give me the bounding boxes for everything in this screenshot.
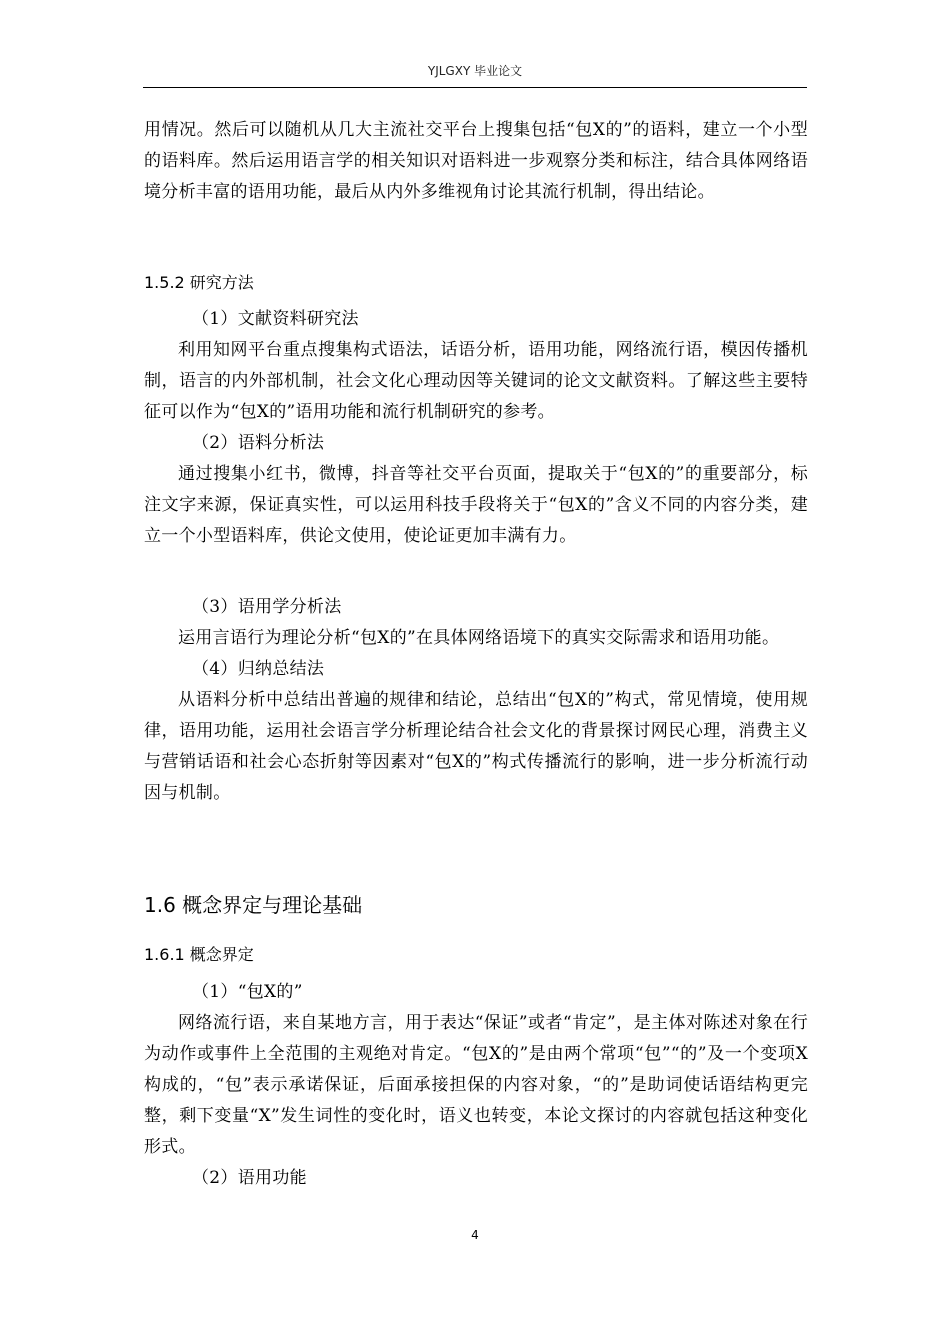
concept-2-label: （2）语用功能 bbox=[192, 1168, 307, 1188]
method-2-text: 通过搜集小红书，微博，抖音等社交平台页面，提取关于“包X的”的重要部分，标注文字来源，保证真实性，可以运用科技手段将关于“包X的”含义不同的内容分类，建立一个小型语料库，供论文使用，使论证更加丰满有力。 bbox=[144, 464, 808, 546]
methods-block bbox=[144, 304, 808, 552]
method-4-text: 从语料分析中总结出普遍的规律和结论，总结出“包X的”构式，常见情境，使用规律，语用功能，运用社会语言学分析理论结合社会文化的背景探讨网民心理，消费主义与营销话语和社会心态折射等因素对“包X的”构式传播流行的影响，进一步分析流行动因与机制。 bbox=[144, 690, 808, 803]
concepts-block bbox=[144, 977, 808, 1194]
running-header: YJLGXY 毕业论文 bbox=[427, 64, 523, 78]
method-1-label: （1）文献资料研究法 bbox=[192, 309, 359, 329]
page-number: 4 bbox=[471, 1228, 479, 1242]
intro-paragraph bbox=[144, 115, 808, 208]
heading-1-6-1: 1.6.1 概念界定 bbox=[144, 945, 254, 964]
concept-1-label: （1）“包X的” bbox=[192, 982, 303, 1002]
method-1-text: 利用知网平台重点搜集构式语法，话语分析，语用功能，网络流行语，模因传播机制，语言的内外部机制，社会文化心理动因等关键词的论文文献资料。了解这些主要特征可以作为“包X的”语用功能和流行机制研究的参考。 bbox=[144, 340, 808, 422]
intro-text: 用情况。然后可以随机从几大主流社交平台上搜集包括“包X的”的语料，建立一个小型的语料库。然后运用语言学的相关知识对语料进一步观察分类和标注，结合具体网络语境分析丰富的语用功能，最后从内外多维视角讨论其流行机制，得出结论。 bbox=[144, 120, 808, 202]
method-4-label: （4）归纳总结法 bbox=[192, 659, 325, 679]
method-3-text: 运用言语行为理论分析“包X的”在具体网络语境下的真实交际需求和语用功能。 bbox=[178, 628, 780, 648]
concept-1-text: 网络流行语，来自某地方言，用于表达“保证”或者“肯定”，是主体对陈述对象在行为动作或事件上全范围的主观绝对肯定。“包X的”是由两个常项“包”“的”及一个变项X构成的，“包”表示承诺保证，后面承接担保的内容对象，“的”是助词使话语结构更完整，剩下变量“X”发生词性的变化时，语义也转变，本论文探讨的内容就包括这种变化形式。 bbox=[144, 1013, 808, 1157]
methods-block-2 bbox=[144, 592, 808, 809]
method-3-label: （3）语用学分析法 bbox=[192, 597, 342, 617]
heading-1-5-2: 1.5.2 研究方法 bbox=[144, 273, 254, 292]
header-divider bbox=[143, 87, 807, 88]
method-2-label: （2）语料分析法 bbox=[192, 433, 325, 453]
heading-1-6: 1.6 概念界定与理论基础 bbox=[144, 893, 363, 917]
